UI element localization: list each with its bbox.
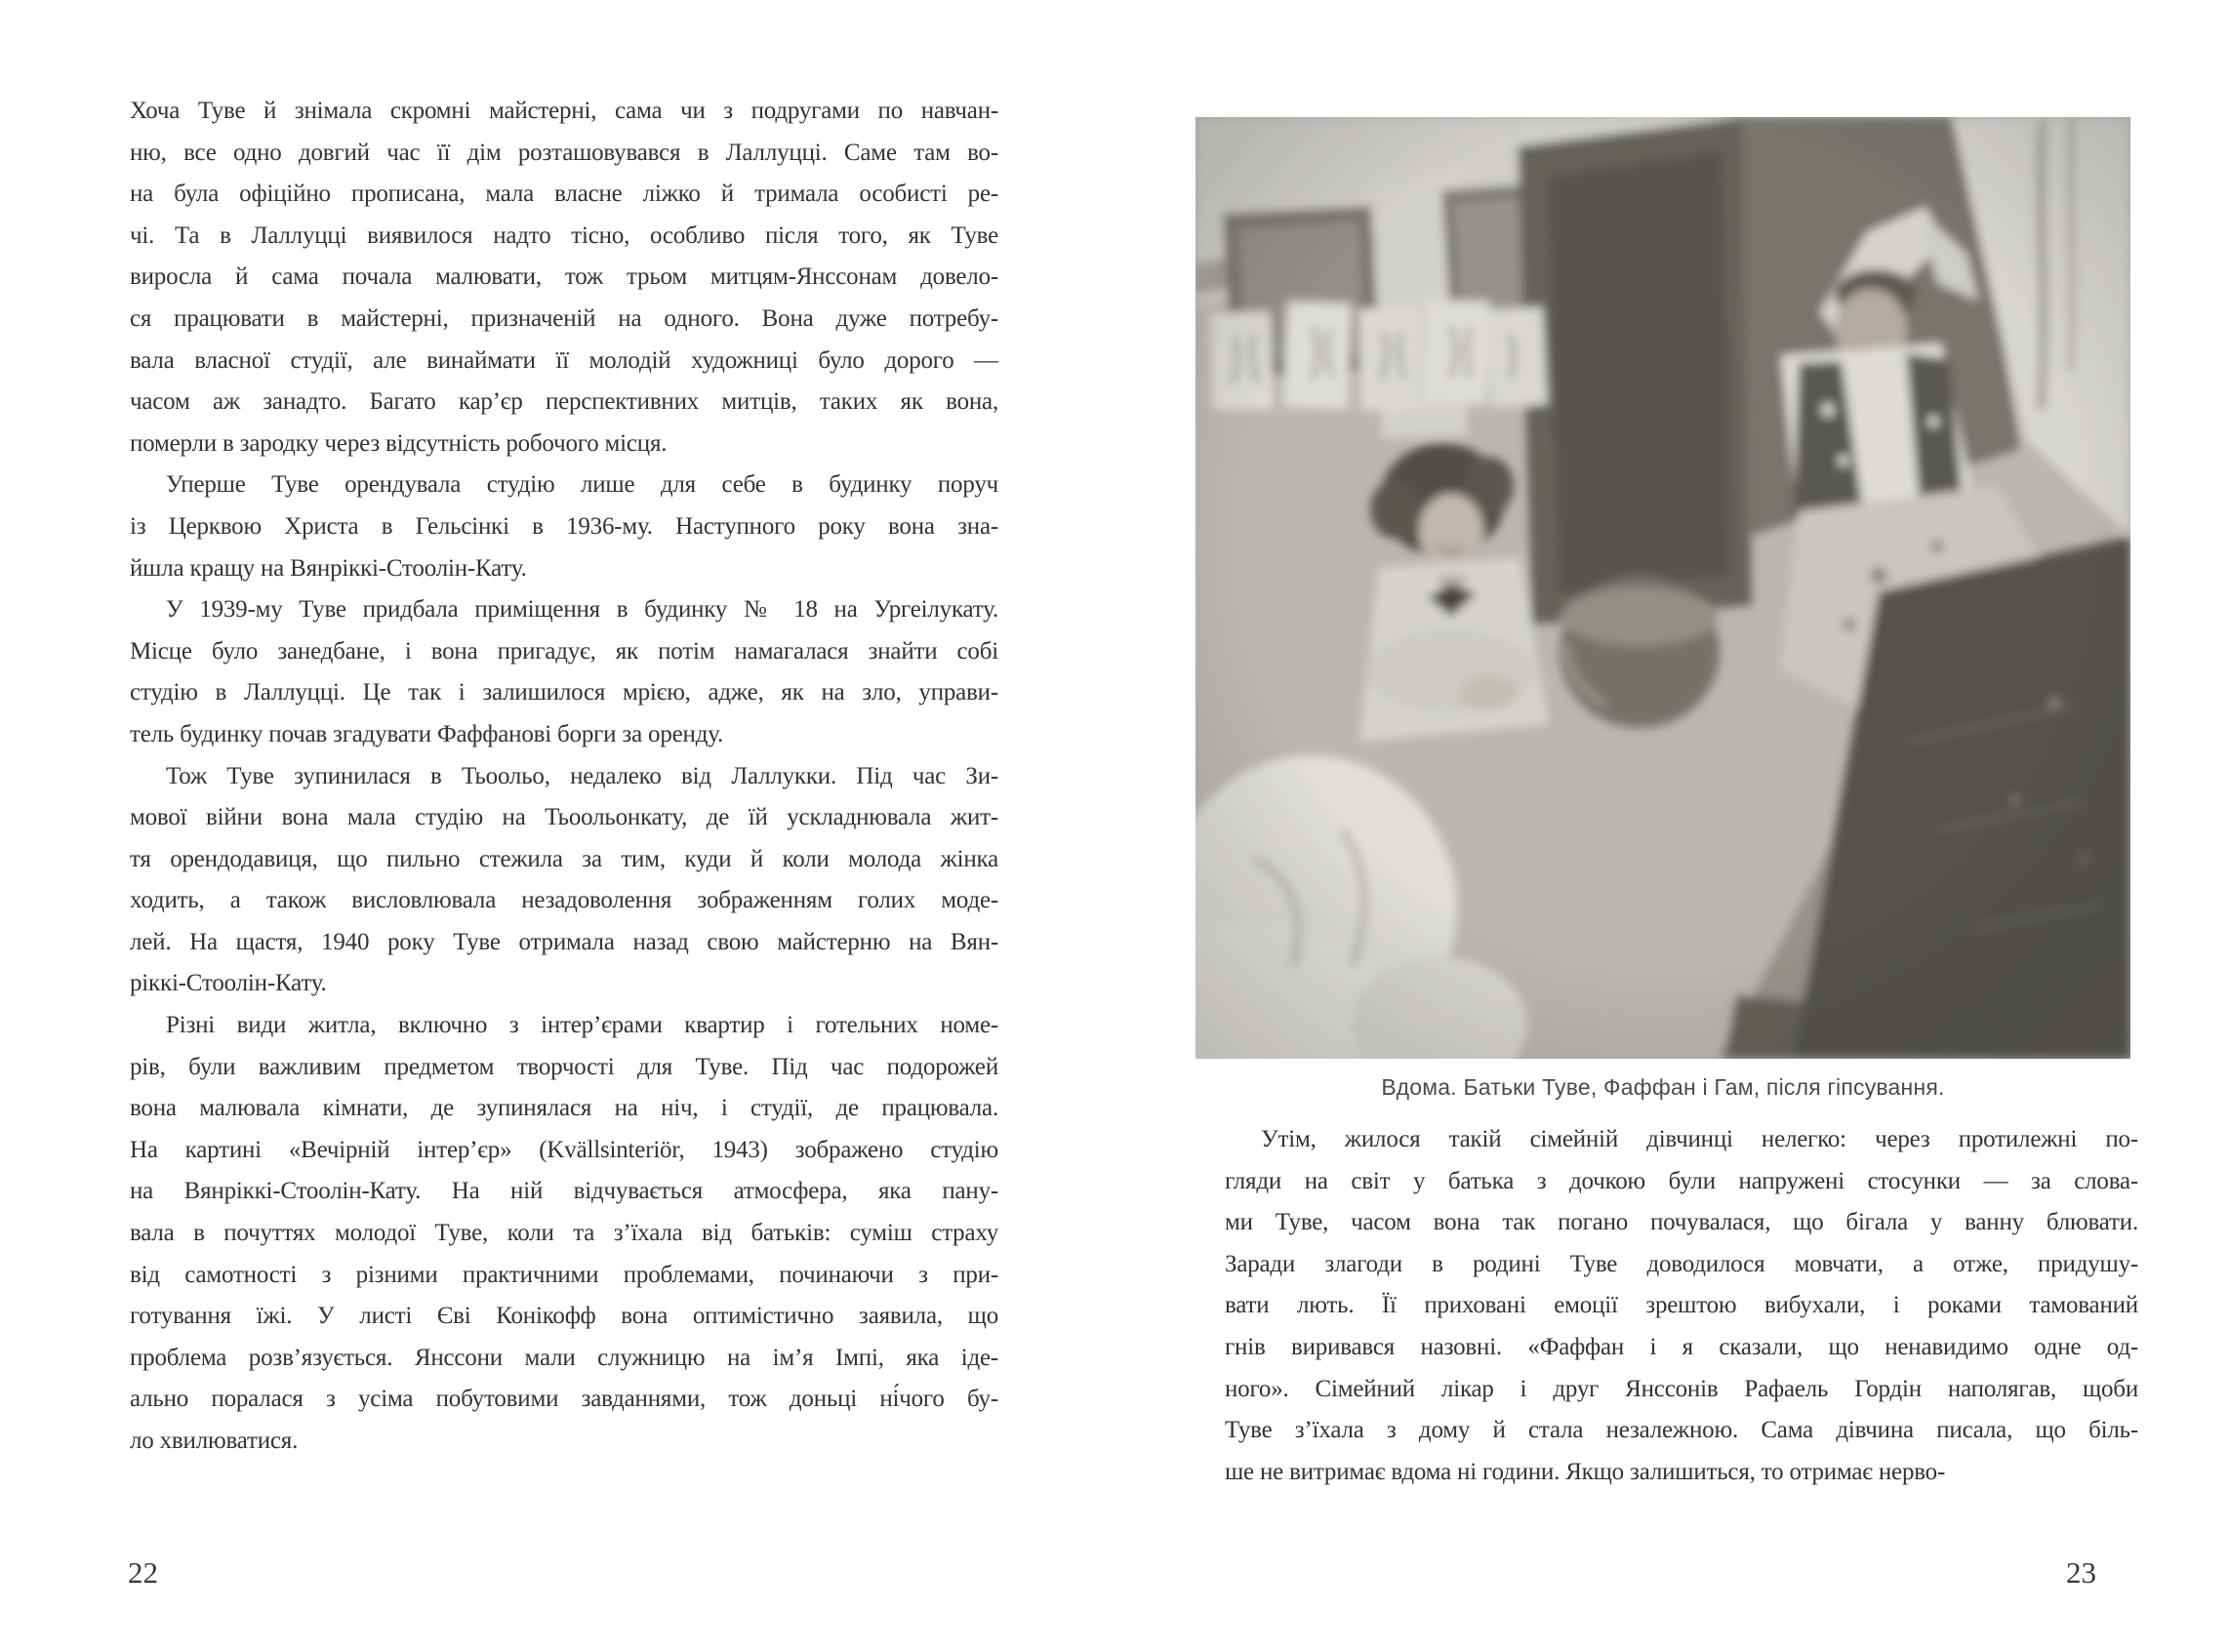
paragraph: [130, 464, 998, 589]
text-line: Заради злагоди в родині Туве доводилося мовчати, а отже, придушу-: [1225, 1250, 2138, 1277]
paragraph: [130, 756, 998, 1006]
text-line: Різні види житла, включно з інтер’єрами квартир і готельних номе-: [166, 1012, 998, 1039]
text-line: ше не витримає вдома ні години. Якщо залишиться, то отримає нерво-: [1225, 1458, 1946, 1485]
text-line: Місце було занедбане, і вона пригадує, як потім намагалася знайти собі: [130, 637, 998, 665]
page-right: [1114, 0, 2229, 1652]
text-line: на Вянріккі-Стоолін-Кату. На ній відчувається атмосфера, яка пану-: [130, 1178, 998, 1205]
paragraph: [130, 91, 998, 464]
paragraph: [130, 589, 998, 755]
photo-caption: Вдома. Батьки Туве, Фаффан і Гам, після гіпсування.: [1381, 1074, 1945, 1100]
text-line: йшла кращу на Вянріккі-Стоолін-Кату.: [130, 554, 527, 582]
text-line: тель будинку почав згадувати Фаффанові борги за оренду.: [130, 720, 724, 747]
text-line: Туве з’їхала з дому й стала незалежною. Сама дівчина писала, що біль-: [1225, 1417, 2138, 1444]
text-line: гляди на світ у батька з дочкою були напружені стосунки — за слова-: [1225, 1167, 2138, 1194]
text-line: чі. Та в Лаллуцці виявилося надто тісно, особливо після того, як Туве: [130, 222, 998, 249]
text-line: ню, все одно довгий час її дім розташовувався в Лаллуцці. Саме там во-: [130, 139, 998, 166]
text-line: гнів виривався назовні. «Фаффан і я сказали, що ненавидимо одне од-: [1225, 1333, 2138, 1360]
text-line: вала власної студії, але винаймати її молодій художниці було дорого —: [130, 346, 998, 374]
text-line: У 1939-му Туве придбала приміщення в будинку № 18 на Ургеілукату.: [166, 596, 998, 624]
page-left: [0, 0, 1114, 1652]
text-line: вона малювала кімнати, де зупинялася на ніч, і студії, де працювала.: [130, 1095, 998, 1122]
text-line: ріккі-Стоолін-Кату.: [130, 970, 327, 997]
family-photo: [1196, 117, 2130, 1059]
text-line: ходить, а також висловлювала незадоволення зображенням голих моде-: [130, 887, 998, 914]
text-line: проблема розв’язується. Янссони мали служницю на ім’я Імпі, яка іде-: [130, 1344, 998, 1371]
text-line: ся працювати в майстерні, призначеній на одного. Вона дуже потребу-: [130, 304, 998, 332]
photo-figure: [1196, 117, 2130, 1059]
text-line: Хоча Туве й знімала скромні майстерні, сама чи з подругами по навчан-: [130, 98, 998, 124]
text-line: лей. На щастя, 1940 року Туве отримала назад свою майстерню на Вян-: [130, 928, 998, 955]
text-line: ного». Сімейний лікар і друг Янссонів Рафаель Гордін наполягав, щоби: [1225, 1375, 2138, 1402]
text-line: готування їжі. У листі Єві Конікофф вона оптимістично заявила, що: [130, 1303, 998, 1330]
text-line: Тож Туве зупинилася в Тьоольо, недалеко від Лаллукки. Під час Зи-: [166, 762, 998, 789]
text-line: Утім, жилося такій сімейній дівчинці нелегко: через протилежні по-: [1261, 1126, 2138, 1152]
page-number-left: 22: [128, 1555, 158, 1590]
text-line: ально поралася з усіма побутовими завданнями, тож доньці ні́чого бу-: [130, 1386, 998, 1413]
photo-grain: [1196, 117, 2130, 1059]
text-line: виросла й сама почала малювати, тож трьом митцям-Янссонам довело-: [130, 263, 998, 291]
text-line: часом аж занадто. Багато кар’єр перспективних митців, таких як вона,: [130, 388, 998, 416]
text-line: із Церквою Христа в Гельсінкі в 1936-му. Наступного року вона зна-: [130, 512, 998, 540]
text-line: на була офіційно прописана, мала власне ліжко й тримала особисті ре-: [130, 181, 998, 208]
text-line: померли в зародку через відсутність робочого місця.: [130, 429, 668, 457]
page-number-right: 23: [2066, 1555, 2096, 1590]
text-line: вала в почуттях молодої Туве, коли та з’їхала від батьків: суміш страху: [130, 1220, 998, 1247]
paragraph: [1225, 1119, 2138, 1493]
right-text-column: [1225, 1119, 2138, 1493]
text-line: ми Туве, часом вона так погано почувалася, що бігала у ванну блювати.: [1225, 1209, 2138, 1236]
text-line: На картині «Вечірній інтер’єр» (Kvällsinteriör, 1943) зображено студію: [130, 1136, 998, 1163]
text-line: рів, були важливим предметом творчості для Туве. Під час подорожей: [130, 1053, 998, 1080]
text-line: мової війни вона мала студію на Тьоольонкату, де їй ускладнювала жит-: [130, 804, 998, 831]
text-line: від самотності з різними практичними проблемами, починаючи з при-: [130, 1261, 998, 1288]
paragraph: [130, 1005, 998, 1463]
text-line: вати лють. Її приховані емоції зрештою вибухали, і роками тамований: [1225, 1292, 2138, 1319]
left-text-column: [130, 91, 998, 1463]
text-line: Уперше Туве орендувала студію лише для себе в будинку поруч: [166, 471, 998, 499]
text-line: тя орендодавиця, що пильно стежила за тим, куди й коли молода жінка: [130, 845, 998, 872]
text-line: ло хвилюватися.: [130, 1428, 299, 1454]
text-line: студію в Лаллуцці. Це так і залишилося мрією, адже, як на зло, управи-: [130, 679, 998, 706]
